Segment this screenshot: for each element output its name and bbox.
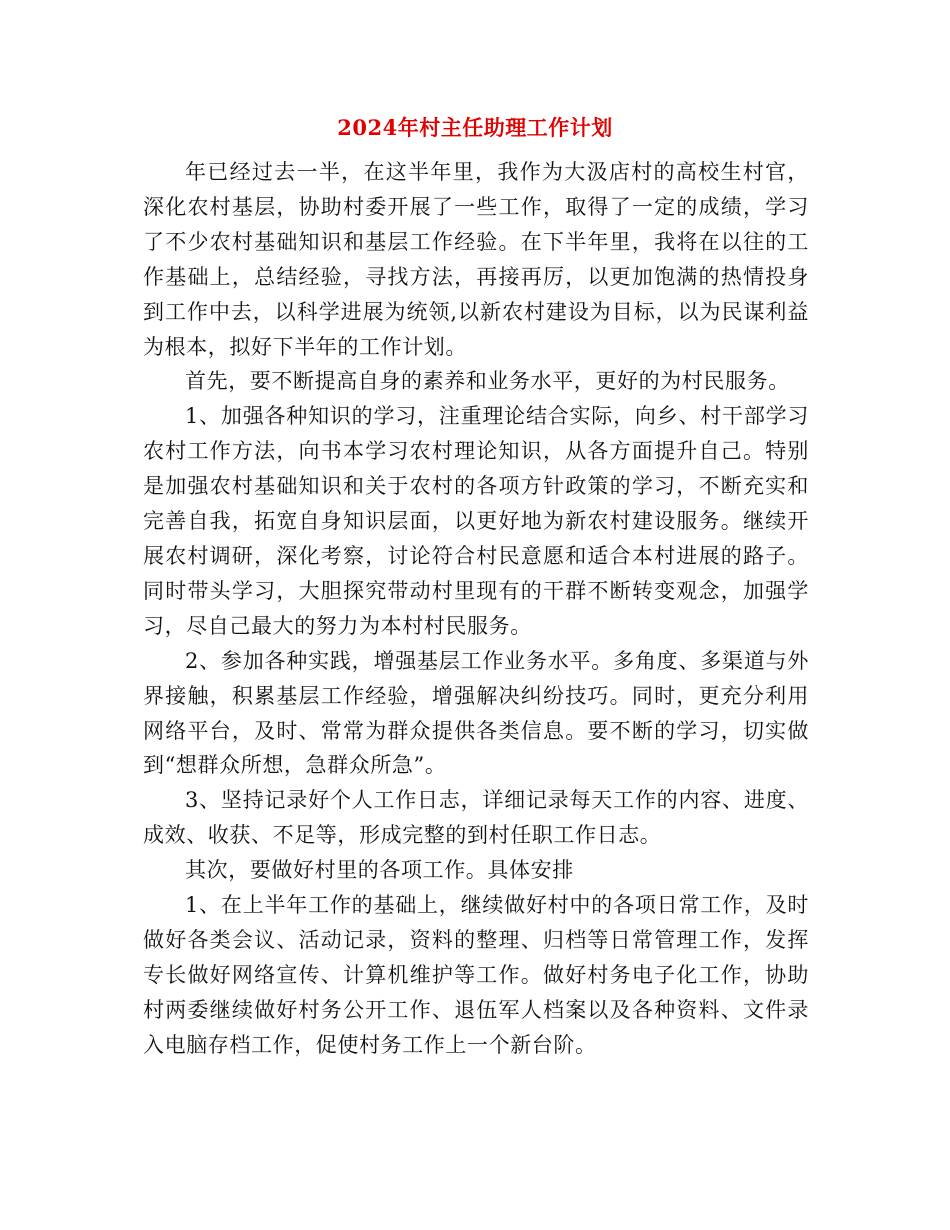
paragraph-item-2: 2、参加各种实践，增强基层工作业务水平。多角度、多渠道与外界接触，积累基层工作经验，增强解决纠纷技巧。同时，更充分利用网络平台，及时、常常为群众提供各类信息。要不断的学习，切实做到“想群众所想，急群众所急”。 (143, 648, 809, 778)
paragraph-plan-item-1: 1、在上半年工作的基础上，继续做好村中的各项日常工作，及时做好各类会议、活动记录，资料的整理、归档等日常管理工作，发挥专长做好网络宣传、计算机维护等工作。做好村务电子化工作，协助村两委继续做好村务公开工作、退伍军人档案以及各种资料、文件录入电脑存档工作，促使村务工作上一个新台阶。 (143, 893, 809, 1057)
paragraph-first-heading: 首先，要不断提高自身的素养和业务水平，更好的为村民服务。 (185, 369, 790, 394)
paragraph-intro: 年已经过去一半，在这半年里，我作为大汲店村的高校生村官，深化农村基层，协助村委开展了一些工作，取得了一定的成绩，学习了不少农村基础知识和基层工作经验。在下半年里，我将在以往的工作基础上，总结经验，寻找方法，再接再厉，以更加饱满的热情投身到工作中去，以科学进展为统领,以新农村建设为目标，以为民谋利益为根本，拟好下半年的工作计划。 (143, 160, 809, 359)
document-title: 2024年村主任助理工作计划 (337, 115, 613, 140)
paragraph-item-3: 3、坚持记录好个人工作日志，详细记录每天工作的内容、进度、成效、收获、不足等，形成完整的到村任职工作日志。 (143, 788, 809, 848)
paragraph-item-1: 1、加强各种知识的学习，注重理论结合实际，向乡、村干部学习农村工作方法，向书本学习农村理论知识，从各方面提升自己。特别是加强农村基础知识和关于农村的各项方针政策的学习，不断充实和完善自我，拓宽自身知识层面，以更好地为新农村建设服务。继续开展农村调研，深化考察，讨论符合村民意愿和适合本村进展的路子。同时带头学习，大胆探究带动村里现有的干群不断转变观念，加强学习，尽自己最大的努力为本村村民服务。 (143, 404, 809, 638)
document-body (143, 155, 809, 1063)
paragraph-second-heading: 其次，要做好村里的各项工作。具体安排 (185, 858, 574, 883)
